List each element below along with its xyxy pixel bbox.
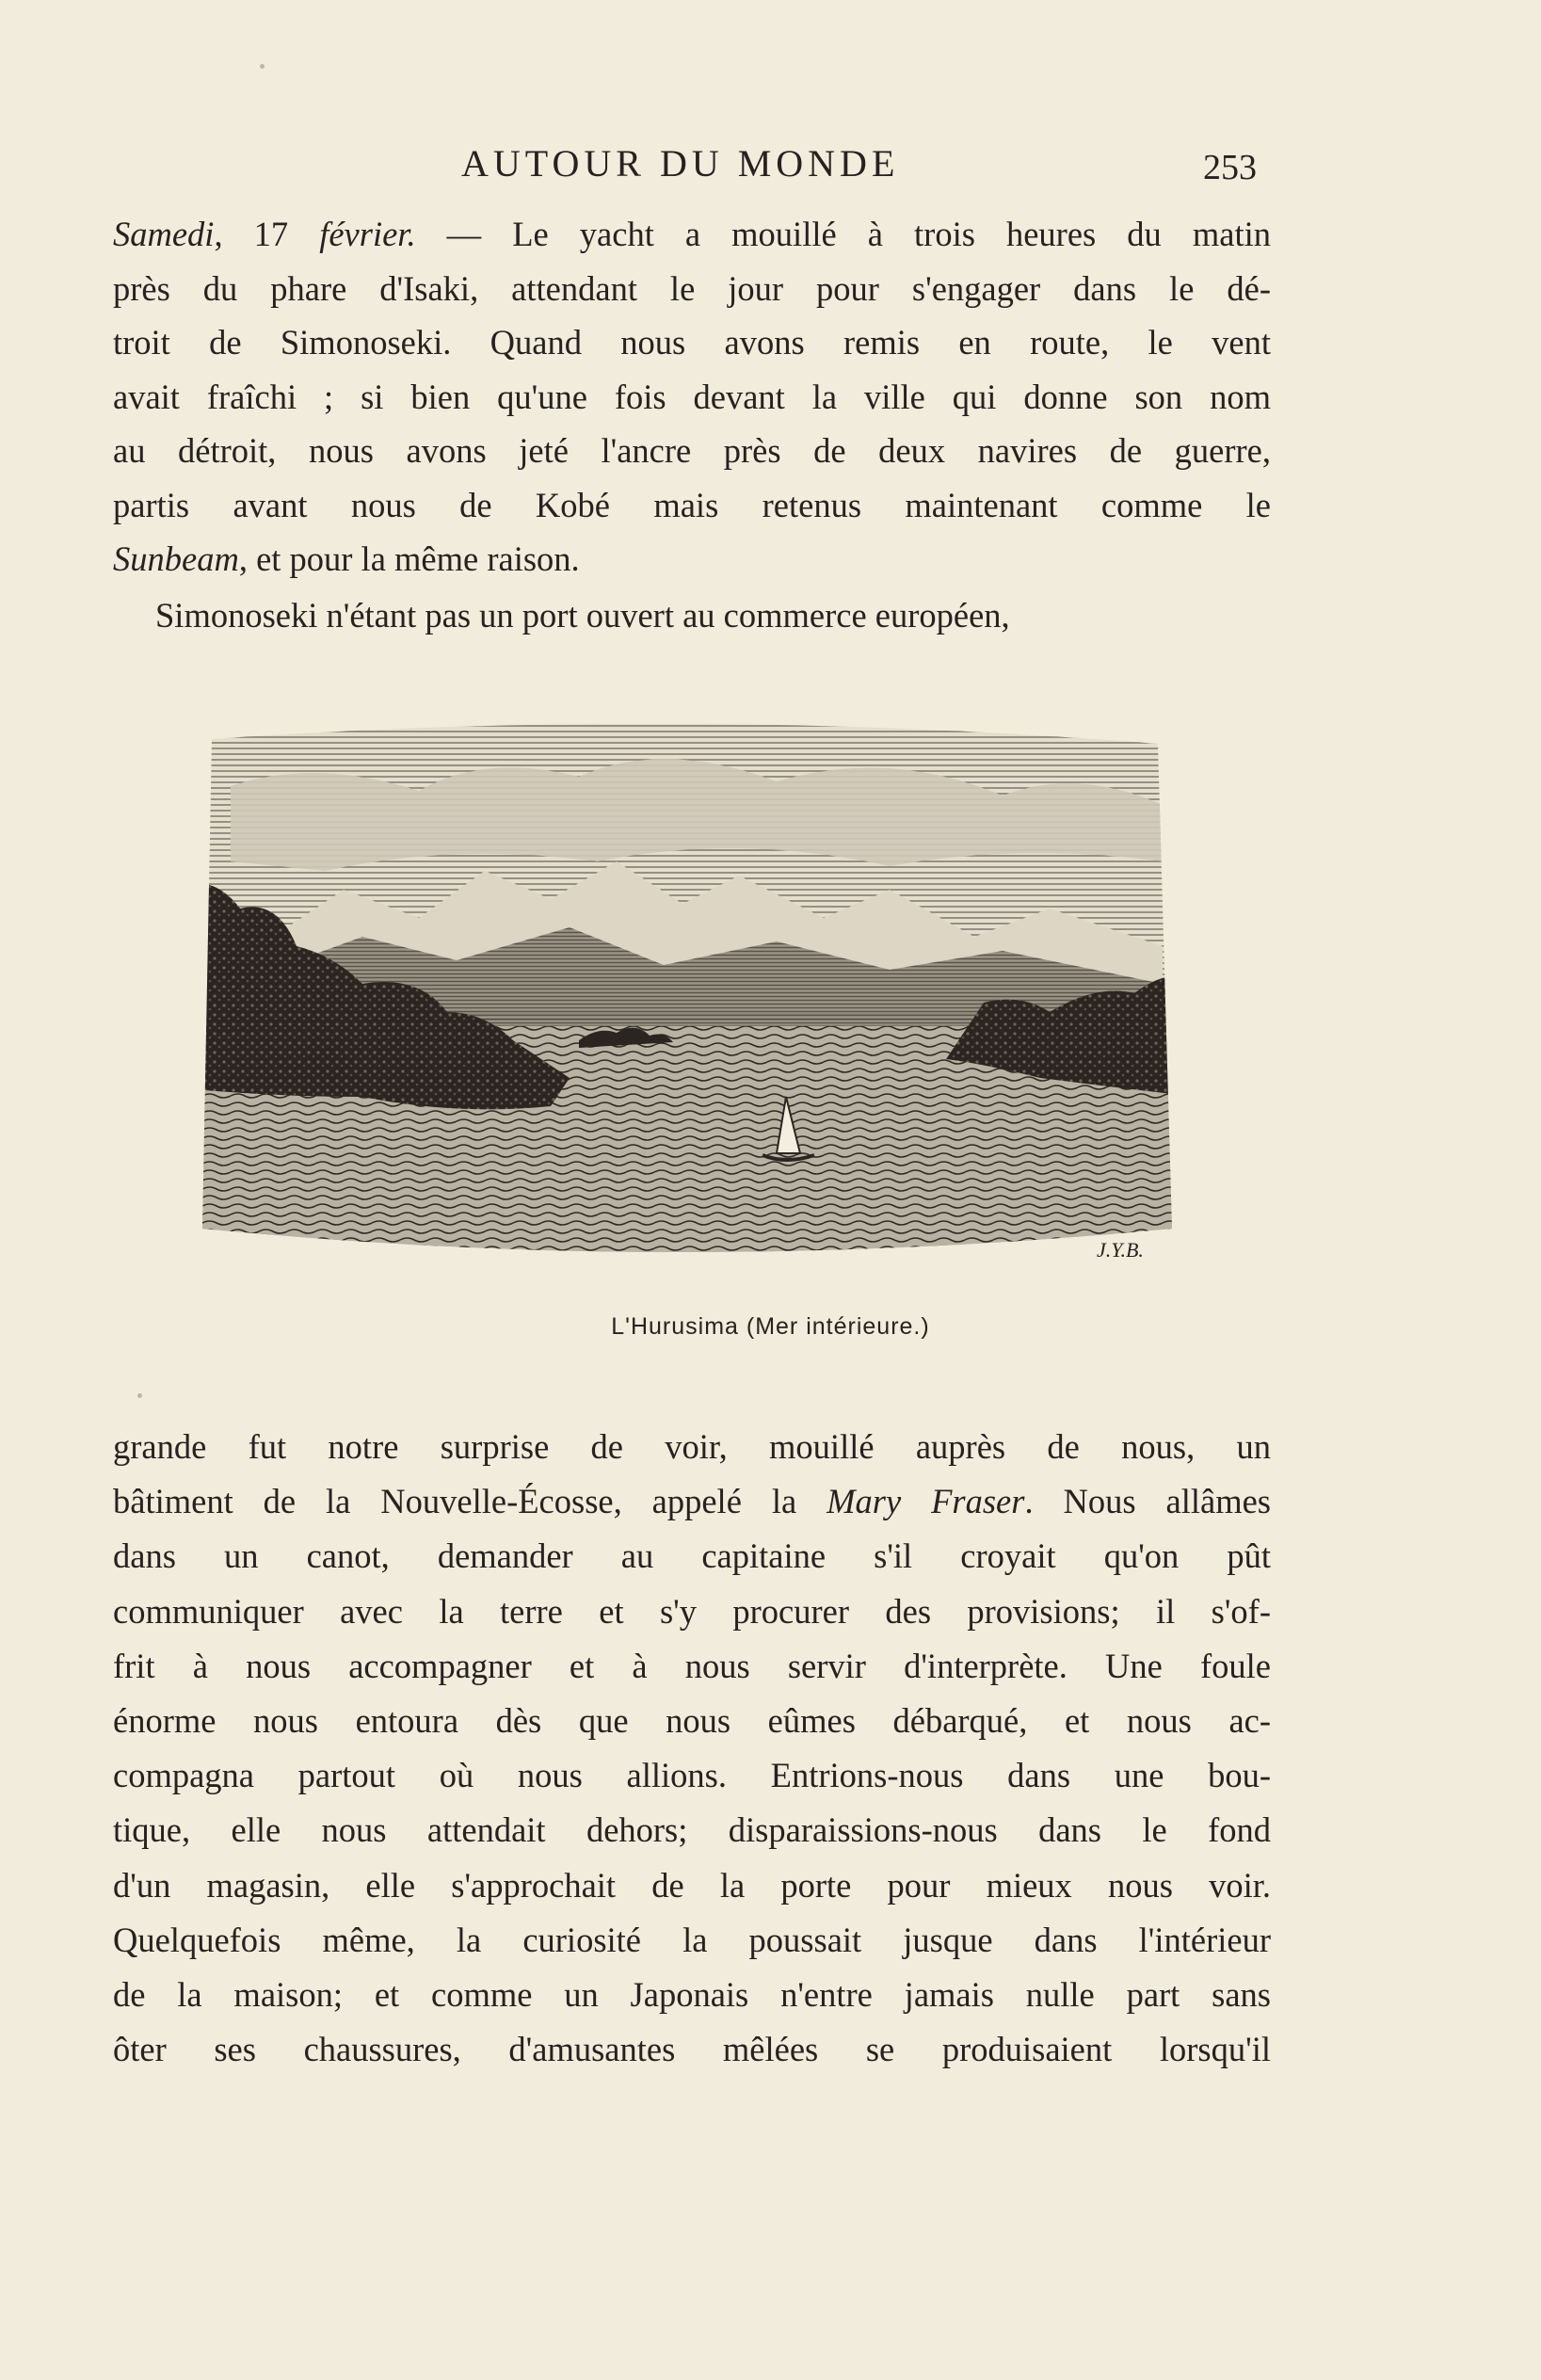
engraver-signature: J.Y.B. <box>1097 1238 1144 1262</box>
text-segment: énorme nous entoura dès que nous eûmes débarqué, et nous ac- <box>113 1700 1271 1740</box>
paper-speck <box>260 64 265 69</box>
text-segment: partis avant nous de Kobé mais retenus maintenant comme le <box>113 485 1271 524</box>
text-line <box>113 1694 1271 1748</box>
text-line <box>113 1420 1271 1474</box>
text-line <box>113 315 1271 370</box>
page-number: 253 <box>1203 148 1257 187</box>
italic-text: Mary Fraser <box>827 1482 1025 1521</box>
text-segment: bâtiment de la Nouvelle-Écosse, appelé la <box>113 1482 827 1521</box>
text-segment: grande fut notre surprise de voir, mouillé auprès de nous, un <box>113 1427 1271 1466</box>
text-segment: communiquer avec la terre et s'y procurer des provisions; il s'of- <box>113 1591 1271 1631</box>
text-segment: . Nous allâmes <box>1024 1482 1271 1521</box>
text-line <box>113 1748 1271 1803</box>
text-segment: troit de Simonoseki. Quand nous avons remis en route, le vent <box>113 323 1271 362</box>
text-segment: , 17 <box>214 215 320 253</box>
text-segment: frit à nous accompagner et à nous servir d'interprète. Une foule <box>113 1646 1271 1685</box>
text-segment: Simonoseki n'étant pas un port ouvert au commerce européen, <box>155 596 1010 635</box>
text-line <box>155 588 1271 643</box>
text-segment: Quelquefois même, la curiosité la poussait jusque dans l'intérieur <box>113 1920 1271 1959</box>
text-segment: , et pour la même raison. <box>238 539 580 578</box>
text-line <box>113 262 1271 316</box>
text-line <box>113 1913 1271 1968</box>
text-segment: ôter ses chaussures, d'amusantes mêlées se produisaient lorsqu'il <box>113 2030 1271 2069</box>
text-segment: d'un magasin, elle s'approchait de la porte pour mieux nous voir. <box>113 1865 1271 1905</box>
text-line <box>113 207 1271 262</box>
text-line <box>113 532 1271 587</box>
text-line <box>113 1803 1271 1857</box>
text-segment: de la maison; et comme un Japonais n'entre jamais nulle part sans <box>113 1974 1271 2014</box>
text-segment: avait fraîchi ; si bien qu'une fois devant la ville qui donne son nom <box>113 377 1271 416</box>
paragraph-1 <box>113 207 1271 587</box>
figure-caption: L'Hurusima (Mer intérieure.) <box>611 1313 930 1340</box>
text-segment: compagna partout où nous allions. Entrions-nous dans une bou- <box>113 1756 1271 1795</box>
paper-speck <box>137 1393 142 1398</box>
text-line <box>113 478 1271 533</box>
running-header-title: AUTOUR DU MONDE <box>461 142 900 185</box>
text-line <box>113 424 1271 478</box>
text-line <box>113 1474 1271 1529</box>
paragraph-2 <box>155 588 1271 643</box>
text-segment: — Le yacht a mouillé à trois heures du matin <box>415 215 1271 253</box>
italic-text: Samedi <box>113 215 215 253</box>
text-line <box>113 370 1271 425</box>
text-line <box>113 1584 1271 1639</box>
italic-text: Sunbeam <box>113 539 239 578</box>
paragraph-3 <box>113 1420 1271 2077</box>
engraving-illustration <box>174 701 1196 1276</box>
italic-text: février. <box>319 215 416 253</box>
text-segment: tique, elle nous attendait dehors; disparaissions-nous dans le fond <box>113 1810 1271 1850</box>
text-line <box>113 1529 1271 1584</box>
text-segment: dans un canot, demander au capitaine s'il croyait qu'on pût <box>113 1536 1271 1576</box>
text-segment: au détroit, nous avons jeté l'ancre près de deux navires de guerre, <box>113 431 1271 470</box>
text-line <box>113 2022 1271 2077</box>
text-line <box>113 1858 1271 1913</box>
text-segment: près du phare d'Isaki, attendant le jour pour s'engager dans le dé- <box>113 268 1271 308</box>
landscape-engraving <box>174 701 1196 1276</box>
text-line <box>113 1968 1271 2022</box>
text-line <box>113 1639 1271 1694</box>
